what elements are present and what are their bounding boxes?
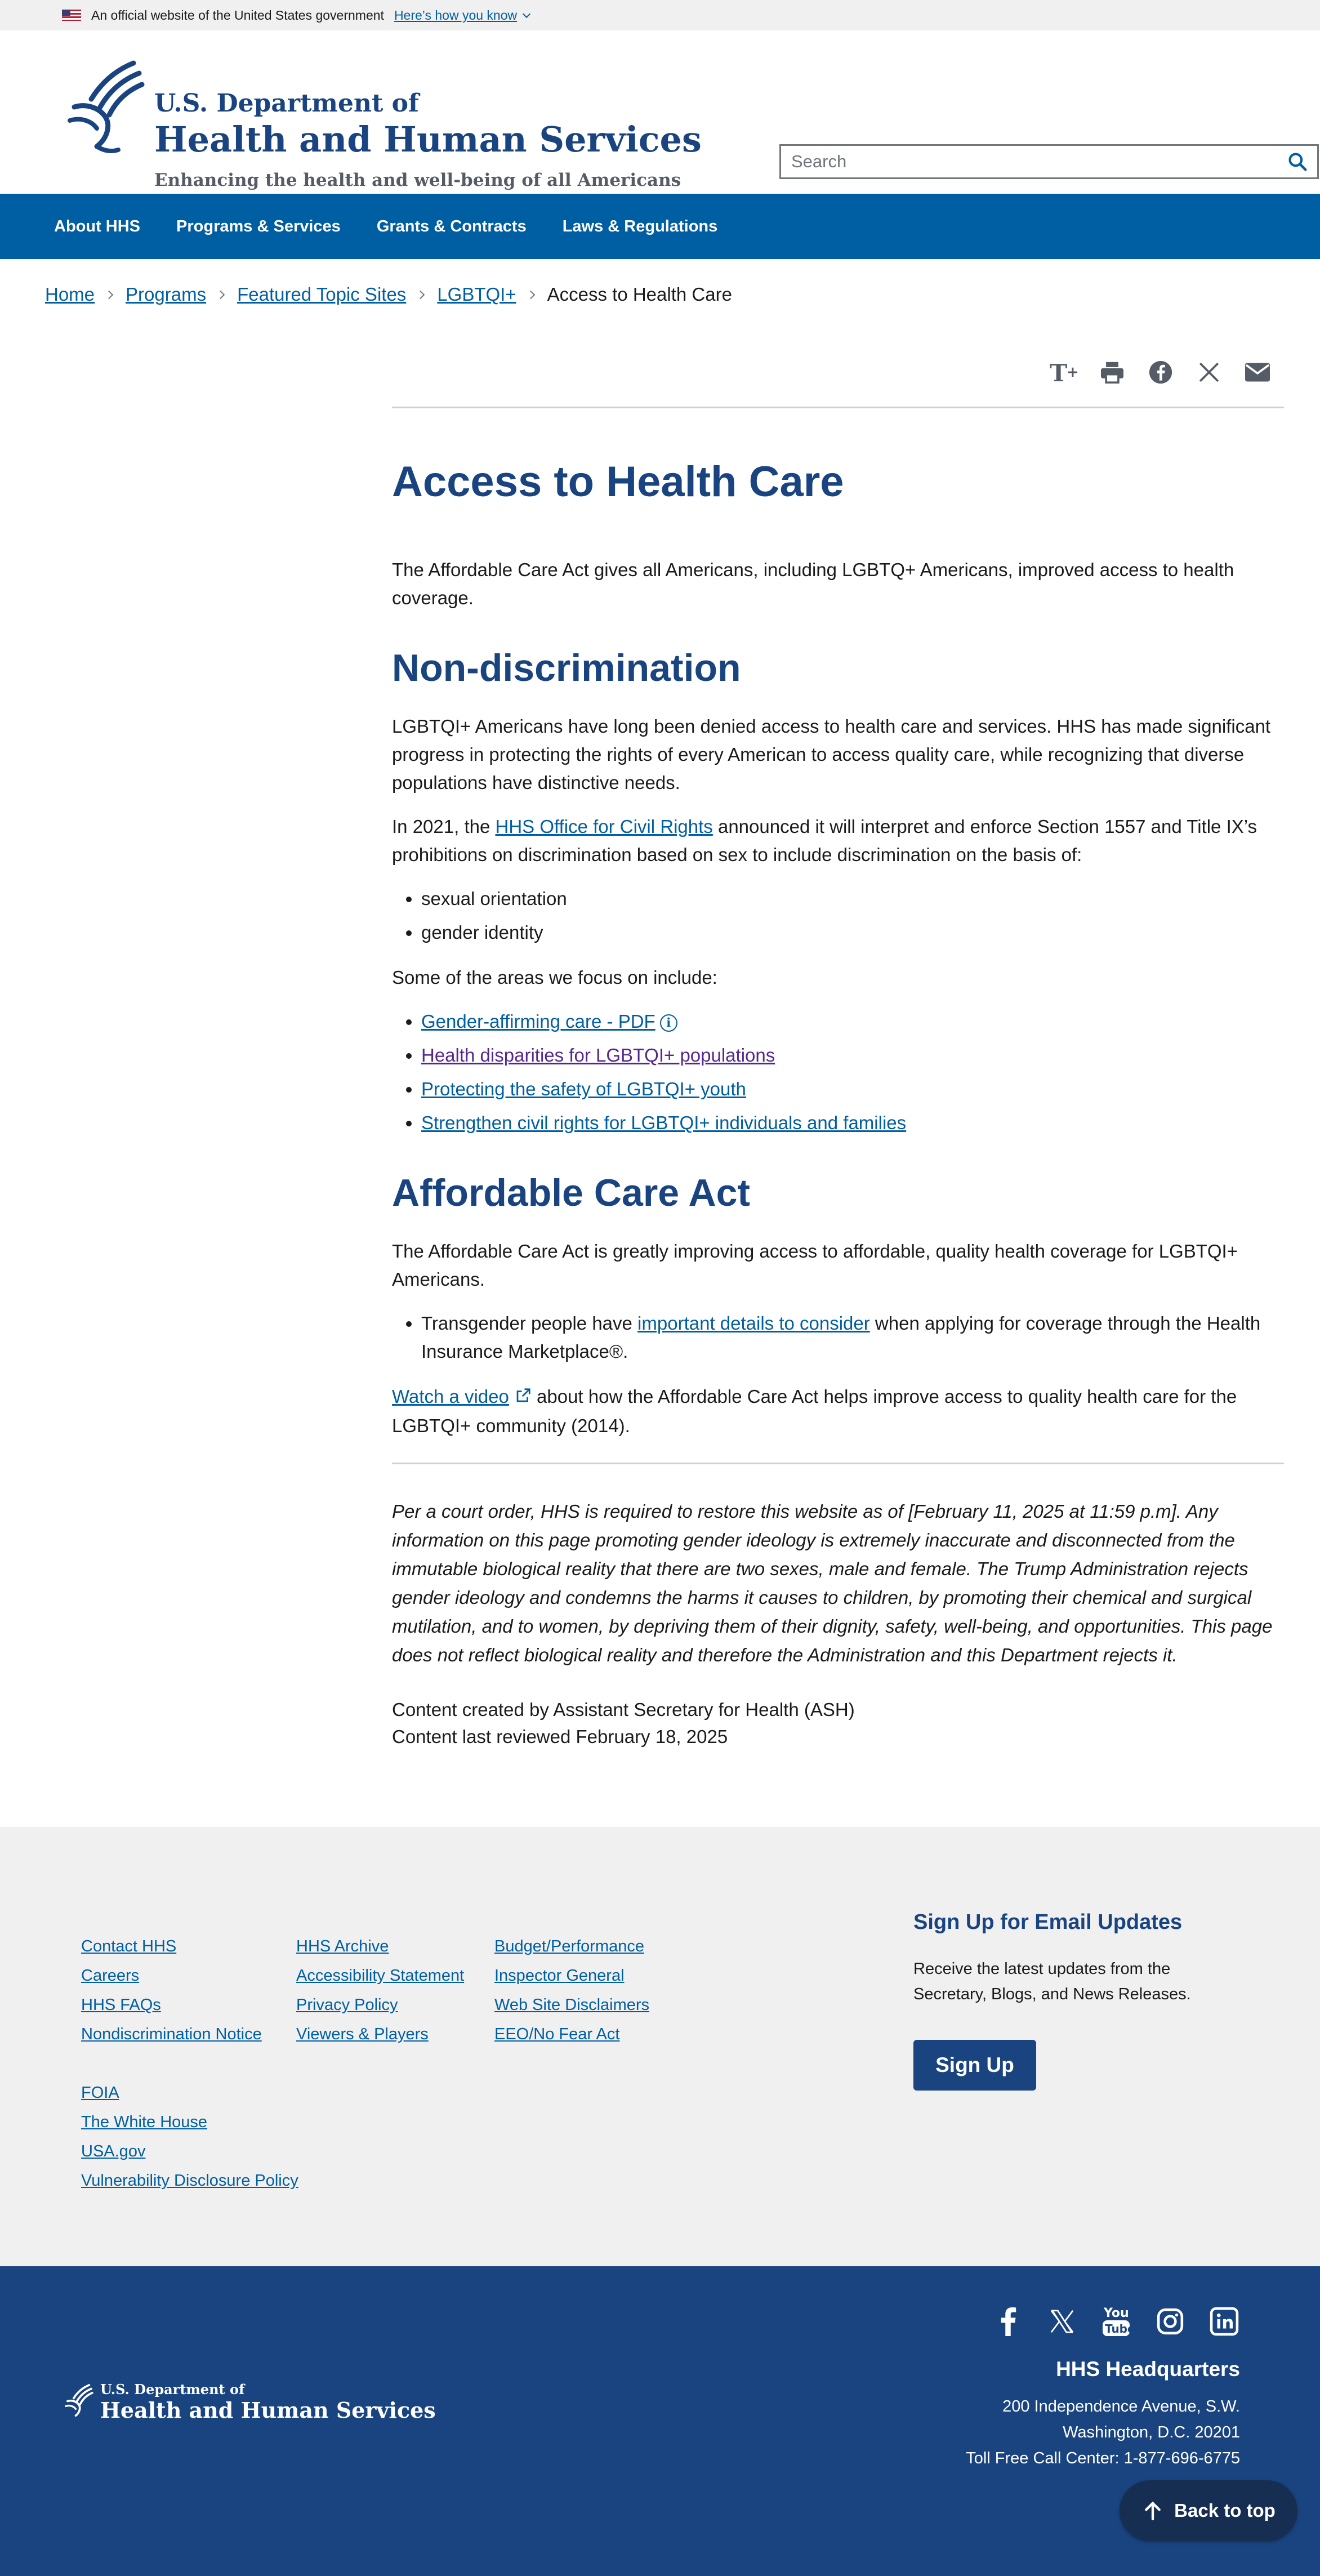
list-item xyxy=(421,1075,1284,1103)
important-details-link[interactable]: important details to consider xyxy=(637,1313,870,1334)
nd-p2-text-end: announced it will interpret and enforce Section 1557 and Title IX’s prohibitions on discrimination based on sex to include discrimination on the basis of: xyxy=(392,816,1257,865)
list-item xyxy=(421,1109,1284,1137)
footer-link[interactable]: The White House xyxy=(81,2113,208,2131)
chevron-right-icon xyxy=(105,290,114,299)
footer-link[interactable]: Contact HHS xyxy=(81,1937,177,1955)
hq-address-1: 200 Independence Avenue, S.W. xyxy=(1002,2397,1240,2415)
aca-paragraph: The Affordable Care Act is greatly improving access to affordable, quality health coverage for LGBTQI+ Americans. xyxy=(392,1241,1238,1290)
breadcrumb-programs[interactable]: Programs xyxy=(126,284,207,305)
facebook-icon[interactable] xyxy=(1147,358,1175,386)
nd-paragraph-2 xyxy=(392,813,1284,869)
nav-laws-regulations[interactable]: Laws & Regulations xyxy=(562,217,718,235)
focus-intro: Some of the areas we focus on include: xyxy=(392,967,717,988)
arrow-up-icon xyxy=(1141,2499,1164,2522)
footer-link[interactable]: Privacy Policy xyxy=(296,1996,398,2014)
back-to-top-label: Back to top xyxy=(1174,2500,1276,2521)
gov-banner-text: An official website of the United States government xyxy=(91,7,384,23)
health-disparities-link[interactable]: Health disparities for LGBTQI+ populations xyxy=(421,1045,775,1066)
signup-title: Sign Up for Email Updates xyxy=(913,1910,1183,1934)
x-icon[interactable] xyxy=(1045,2305,1079,2338)
footer-logo-line2: Health and Human Services xyxy=(100,2397,436,2423)
court-order-notice: Per a court order, HHS is required to restore this website as of [February 11, 2025 at 11:59 p.m]. Any information on this page promoting gender ideology is extremely inaccurate and disconnected from the immutable biological reality that there are two sexes, male and female. The Trump Administration rejects gender ideology and condemns the harms it causes to children, by promoting their chemical and surgical mutilation, and to women, by depriving them of their dignity, safety, well-being, and opportunities. This page does not reflect biological reality and therefore the Administration and this Department rejects it. xyxy=(392,1501,1273,1666)
focus-list xyxy=(421,1008,1284,1137)
aca-heading: Affordable Care Act xyxy=(392,1171,751,1214)
footer-link[interactable]: Web Site Disclaimers xyxy=(494,1996,650,2014)
svg-text:Tube: Tube xyxy=(1105,2322,1135,2336)
hq-phone: Toll Free Call Center: 1-877-696-6775 xyxy=(966,2449,1240,2467)
logo-line2: Health and Human Services xyxy=(154,119,702,160)
footer-link[interactable]: Inspector General xyxy=(494,1967,625,1985)
search-icon[interactable] xyxy=(1278,151,1317,172)
footer-links-section xyxy=(0,1827,1320,2266)
social-links xyxy=(991,2305,1261,2338)
back-to-top-button[interactable] xyxy=(1120,2480,1297,2541)
hq-address-2: Washington, D.C. 20201 xyxy=(1063,2423,1240,2441)
aca-list xyxy=(421,1309,1284,1366)
hq-info xyxy=(966,2357,1240,2471)
hhs-eagle-icon xyxy=(63,2383,95,2421)
svg-text:You: You xyxy=(1104,2306,1129,2320)
main-content xyxy=(392,457,1284,1750)
heres-how-you-know-link[interactable]: Here’s how you know xyxy=(394,7,518,23)
site-header xyxy=(0,30,1320,194)
video-text: about how the Affordable Care Act helps improve access to quality health care for the LGBTQI+ community (2014). xyxy=(392,1386,1237,1437)
hq-title: HHS Headquarters xyxy=(1056,2357,1240,2381)
share-toolbar xyxy=(1050,358,1272,386)
linkedin-icon[interactable] xyxy=(1207,2305,1241,2338)
breadcrumb xyxy=(45,284,732,305)
nd-p2-text: In 2021, the xyxy=(392,816,496,837)
video-paragraph xyxy=(392,1383,1284,1440)
gender-affirming-care-link[interactable]: Gender-affirming care - PDF xyxy=(421,1011,655,1032)
footer-hhs-logo[interactable] xyxy=(63,2381,436,2423)
nav-programs-services[interactable]: Programs & Services xyxy=(176,217,341,235)
footer-col-1 xyxy=(81,1932,262,2049)
breadcrumb-home[interactable]: Home xyxy=(45,284,95,305)
tagline: Enhancing the health and well-being of all Americans xyxy=(154,170,681,190)
non-discrimination-heading: Non-discrimination xyxy=(392,647,741,689)
content-created-by: Content created by Assistant Secretary for Health (ASH) xyxy=(392,1699,855,1721)
footer-link[interactable]: Viewers & Players xyxy=(296,2025,429,2043)
footer-logo-line1: U.S. Department of xyxy=(100,2381,245,2397)
hhs-logo[interactable] xyxy=(63,59,702,190)
aca-li-text-end: when applying for coverage through the Health Insurance Marketplace®. xyxy=(421,1313,1261,1362)
breadcrumb-current: Access to Health Care xyxy=(547,284,732,305)
x-icon[interactable] xyxy=(1195,358,1223,386)
footer-link[interactable]: HHS Archive xyxy=(296,1937,389,1955)
external-link-icon xyxy=(515,1384,532,1412)
footer-link[interactable]: Budget/Performance xyxy=(494,1937,644,1955)
watch-video-link[interactable]: Watch a video xyxy=(392,1386,509,1407)
gov-banner xyxy=(0,0,1320,30)
chevron-down-icon[interactable] xyxy=(523,10,530,17)
nav-grants-contracts[interactable]: Grants & Contracts xyxy=(376,217,527,235)
nav-about-hhs[interactable]: About HHS xyxy=(54,217,141,235)
list-item xyxy=(421,1309,1284,1366)
youtube-icon[interactable] xyxy=(1099,2305,1133,2338)
footer-link[interactable]: USA.gov xyxy=(81,2142,146,2160)
list-item: • gender identity xyxy=(421,919,1284,947)
footer-link[interactable]: Vulnerability Disclosure Policy xyxy=(81,2172,298,2190)
chevron-right-icon xyxy=(526,290,535,299)
signup-button[interactable]: Sign Up xyxy=(913,2040,1036,2091)
footer-link[interactable]: Accessibility Statement xyxy=(296,1967,465,1985)
ocr-link[interactable]: HHS Office for Civil Rights xyxy=(495,816,713,837)
page-title: Access to Health Care xyxy=(392,458,844,506)
chevron-right-icon xyxy=(416,290,425,299)
footer-col-2 xyxy=(296,1932,464,2049)
footer-bottom xyxy=(0,2266,1320,2576)
svg-text:T: T xyxy=(1050,359,1068,387)
facebook-icon[interactable] xyxy=(991,2305,1025,2338)
list-item: • sexual orientation xyxy=(421,885,1284,913)
list-item xyxy=(421,1041,1284,1069)
aca-li-text: Transgender people have xyxy=(421,1313,638,1334)
us-flag-icon xyxy=(62,10,81,21)
footer-link[interactable]: HHS FAQs xyxy=(81,1996,161,2014)
main-nav xyxy=(0,194,1320,259)
logo-line1: U.S. Department of xyxy=(154,89,419,118)
email-icon[interactable] xyxy=(1243,358,1272,386)
content-divider xyxy=(392,1463,1284,1464)
nd-paragraph-1: LGBTQI+ Americans have long been denied access to health care and services. HHS has made significant progress in protecting the rights of every American to access quality care, while recognizing that diverse populations have distinctive needs. xyxy=(392,716,1271,793)
hhs-eagle-icon xyxy=(63,59,148,160)
search-input[interactable] xyxy=(781,146,1278,177)
footer-link[interactable]: EEO/No Fear Act xyxy=(494,2025,620,2043)
text-size-icon[interactable] xyxy=(1050,358,1078,386)
nd-list xyxy=(421,885,1284,947)
breadcrumb-lgbtqi[interactable]: LGBTQI+ xyxy=(437,284,516,305)
intro-paragraph: The Affordable Care Act gives all Americans, including LGBTQ+ Americans, improved access to health coverage. xyxy=(392,559,1234,608)
civil-rights-link[interactable]: Strengthen civil rights for LGBTQI+ individuals and families xyxy=(421,1112,907,1133)
info-icon[interactable]: i xyxy=(660,1014,677,1032)
chevron-right-icon xyxy=(216,290,225,299)
list-item xyxy=(421,1008,1284,1036)
signup-description: Receive the latest updates from the Secretary, Blogs, and News Releases. xyxy=(913,1960,1191,2003)
print-icon[interactable] xyxy=(1098,358,1126,386)
search-box xyxy=(779,144,1319,179)
instagram-icon[interactable] xyxy=(1153,2305,1187,2338)
footer-col-4 xyxy=(81,2078,298,2195)
svg-text:+: + xyxy=(1067,364,1079,381)
content-last-reviewed: Content last reviewed February 18, 2025 xyxy=(392,1726,728,1748)
footer-link[interactable]: Nondiscrimination Notice xyxy=(81,2025,262,2043)
breadcrumb-featured-topic-sites[interactable]: Featured Topic Sites xyxy=(237,284,407,305)
footer-link[interactable]: Careers xyxy=(81,1967,140,1985)
share-divider xyxy=(392,407,1284,408)
protecting-youth-link[interactable]: Protecting the safety of LGBTQI+ youth xyxy=(421,1078,746,1099)
footer-link[interactable]: FOIA xyxy=(81,2084,119,2102)
footer-col-3 xyxy=(494,1932,649,2049)
